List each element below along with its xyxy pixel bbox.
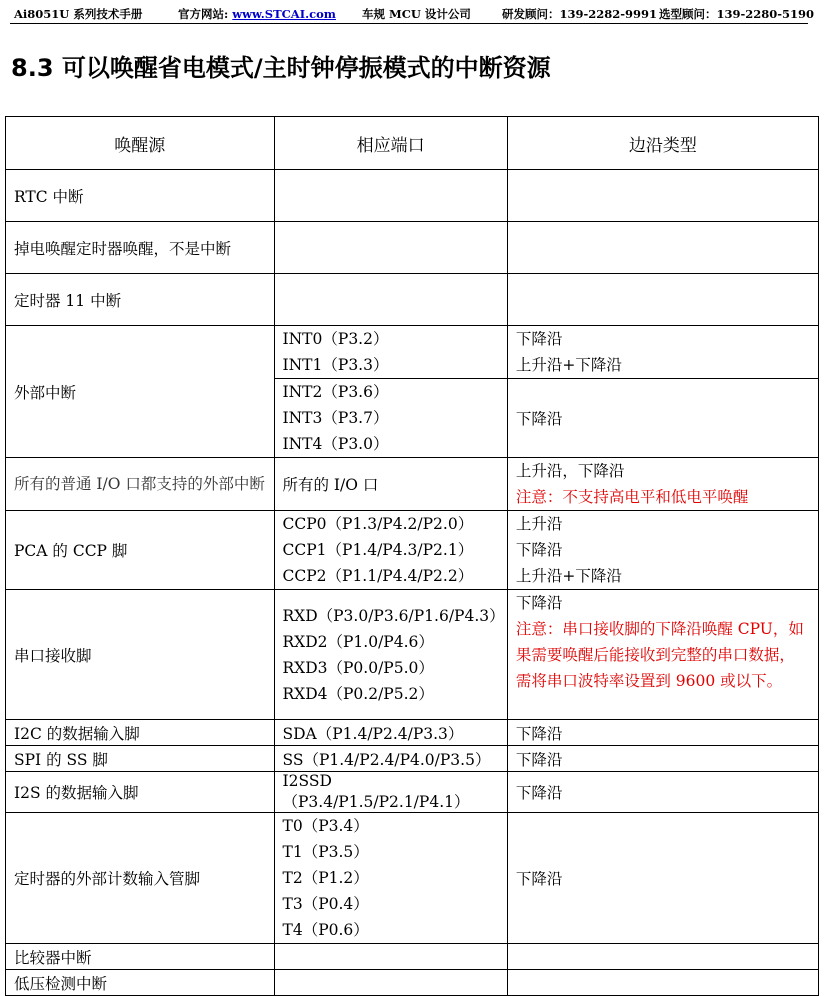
ports-cell: INT2（P3.6） INT3（P3.7） INT4（P3.0） (274, 379, 507, 458)
ports-cell: SS（P1.4/P2.4/P4.0/P3.5） (274, 746, 507, 772)
edge-note: 注意：不支持高电平和低电平唤醒 (515, 488, 749, 506)
section-title: 8.3 可以唤醒省电模式/主时钟停振模式的中断资源 (11, 54, 551, 82)
source-cell: I2C 的数据输入脚 (6, 720, 275, 746)
table-row (6, 772, 819, 813)
ports-cell: I2SSD（P3.4/P1.5/P2.1/P4.1） (274, 772, 507, 813)
header-divider (10, 23, 808, 24)
table-row (6, 590, 819, 720)
company-tagline: 车规 MCU 设计公司 (362, 7, 471, 21)
sales-contact: 选型顾问：139-2280-5190 (659, 7, 815, 21)
edge-cell: 上升沿，下降沿 注意：不支持高电平和低电平唤醒 (507, 458, 818, 511)
source-cell: 串口接收脚 (6, 590, 275, 720)
edge-note: 注意：串口接收脚的下降沿唤醒 CPU，如果需要唤醒后能接收到完整的串口数据，需将串口波特率设置到 9600 或以下。 (515, 620, 804, 690)
source-cell: 定时器 11 中断 (6, 274, 275, 326)
edge-cell: 下降沿 注意：串口接收脚的下降沿唤醒 CPU，如果需要唤醒后能接收到完整的串口数据，需将串口波特率设置到 9600 或以下。 (507, 590, 818, 720)
manual-name: Ai8051U 系列技术手册 (14, 7, 143, 21)
table-row (6, 720, 819, 746)
site-label: 官方网站: www.STCAI.com (178, 7, 336, 21)
source-cell: 低压检测中断 (6, 970, 275, 996)
table-row (6, 274, 819, 326)
ports-cell: INT0（P3.2） INT1（P3.3） (274, 326, 507, 379)
table-row (6, 458, 819, 511)
ports-cell: SDA（P1.4/P2.4/P3.3） (274, 720, 507, 746)
column-header-edge: 边沿类型 (507, 117, 818, 170)
edge-cell: 下降沿 上升沿+下降沿 (507, 326, 818, 379)
source-cell: I2S 的数据输入脚 (6, 772, 275, 813)
source-cell: PCA 的 CCP 脚 (6, 511, 275, 590)
edge-cell: 下降沿 (507, 720, 818, 746)
ports-cell: CCP0（P1.3/P4.2/P2.0） CCP1（P1.4/P4.3/P2.1） CCP2（P1.1/P4.4/P2.2） (274, 511, 507, 590)
edge-cell: 下降沿 (507, 379, 818, 458)
table-row (6, 813, 819, 944)
ports-cell: RXD（P3.0/P3.6/P1.6/P4.3） RXD2（P1.0/P4.6） RXD3（P0.0/P5.0） RXD4（P0.2/P5.2） (274, 590, 507, 720)
column-header-ports: 相应端口 (274, 117, 507, 170)
site-link[interactable]: www.STCAI.com (232, 7, 336, 21)
edge-cell: 下降沿 (507, 746, 818, 772)
source-cell: 所有的普通 I/O 口都支持的外部中断 (6, 458, 275, 511)
source-cell: 比较器中断 (6, 944, 275, 970)
table-row (6, 970, 819, 996)
source-cell: RTC 中断 (6, 170, 275, 222)
table-row (6, 222, 819, 274)
source-cell: SPI 的 SS 脚 (6, 746, 275, 772)
edge-cell: 下降沿 (507, 813, 818, 944)
source-cell: 掉电唤醒定时器唤醒，不是中断 (6, 222, 275, 274)
table-row (6, 746, 819, 772)
table-row (6, 944, 819, 970)
ports-cell: 所有的 I/O 口 (274, 458, 507, 511)
source-cell: 外部中断 (6, 326, 275, 458)
rd-contact: 研发顾问：139-2282-9991 (502, 7, 658, 21)
table-row (6, 511, 819, 590)
source-cell: 定时器的外部计数输入管脚 (6, 813, 275, 944)
table-row (6, 326, 819, 379)
table-header-row (6, 117, 819, 170)
column-header-source: 唤醒源 (6, 117, 275, 170)
edge-cell: 上升沿 下降沿 上升沿+下降沿 (507, 511, 818, 590)
table-row (6, 170, 819, 222)
wakeup-source-table (5, 116, 819, 996)
ports-cell: T0（P3.4） T1（P3.5） T2（P1.2） T3（P0.4） T4（P0.6） (274, 813, 507, 944)
edge-cell: 下降沿 (507, 772, 818, 813)
